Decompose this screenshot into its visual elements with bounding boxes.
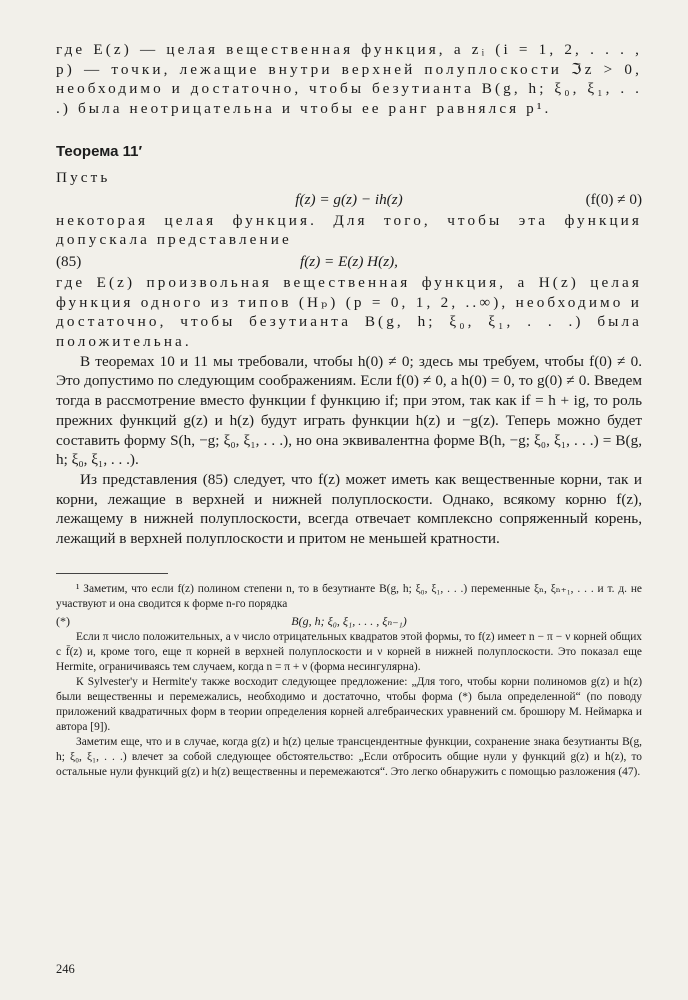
footnote-hermite: Если π число положительных, а ν число отрицательных квадратов этой формы, то f(z) имеет n − π − ν корней общих с f̄(z) и, кроме того, еще π корней в верхней полуплоскости и ν корней в нижней полуплоскости. Это показал еще Hermite, ограничиваясь тем случаем, когда n = π + ν (форма несингулярна). (56, 630, 642, 673)
after-equation-f: некоторая целая функция. Для того, чтобы эта функция допускала представление (56, 211, 642, 249)
equation-85 (56, 250, 642, 273)
paragraph-theorems: В теоремах 10 и 11 мы требовали, чтобы h(0) ≠ 0; здесь мы требуем, чтобы f(0) ≠ 0. Это допустимо по следующим соображениям. Если f(0) ≠ 0, а h(0) = 0, то g(0) ≠ 0. Введем тогда в рассмотрение вместо функции f функцию if; при этом, так как if = h + ig, то роль прежних функций g(z) и h(z) будут играть функции h(z) и −g(z). Теперь можно будет составить форму S(h, −g; ξ₀, ξ₁, . . .), но она эквивалентна форме B(h, −g; ξ₀, ξ₁, . . .) = B(g, h; ξ₀, ξ₁, . . .). (56, 352, 642, 469)
equation-f-condition: (f(0) ≠ 0) (585, 190, 642, 208)
footnote-equation-label: (*) (56, 613, 70, 628)
pust-word: Пусть (56, 168, 111, 186)
equation-85-label: (85) (56, 252, 82, 270)
footnote-1: ¹ Заметим, что если f(z) полином степени n, то в безутианте B(g, h; ξ₀, ξ₁, . . .) переменные ξₙ, ξₙ₊₁, . . . и т. д. не участвуют и она сводится к форме n-го порядка (56, 582, 642, 610)
after-equation-85: где E(z) произвольная вещественная функция, а H(z) целая функция одного из типов (Hₚ) (p = 0, 1, 2, ..∞), необходимо и достаточно, чтобы безутианта B(g, h; ξ₀, ξ₁, . . .) была положительна. (56, 273, 642, 351)
equation-85-formula: f(z) = E(z) H(z), (300, 252, 398, 270)
paragraph-roots: Из представления (85) следует, что f(z) может иметь как вещественные корни, так и корни, лежащие в верхней и нижней полуплоскости. Однако, всякому корню f(z), лежащему в нижней полуплоскости, всегда отвечает комплексно сопряженный корень, лежащий в верхней полуплоскости и притом не меньшей кратности. (56, 470, 642, 548)
intro-paragraph: где E(z) — целая вещественная функция, а zᵢ (i = 1, 2, . . . , p) — точки, лежащие внутри верхней полуплоскости ℑz > 0, необходимо и достаточно, чтобы безутианта B(g, h; ξ₀, ξ₁, . . .) была неотрицательна и чтобы ее ранг равнялся p¹. (56, 41, 642, 118)
footnote-equation-formula: B(g, h; ξ₀, ξ₁, . . . , ξₙ₋₁) (291, 613, 407, 628)
theorem-heading: Теорема 11′ (56, 142, 143, 160)
footnote-divider (56, 573, 168, 574)
footnote-sylvester: К Sylvester'y и Hermite'y также восходит следующее предложение: „Для того, чтобы корни полиномов g(z) и h(z) были вещественны и перемежались, необходимо и достаточно, чтобы форма (*) была определенной“ (по поводу приложений квадратичных форм в теории определения корней алгебраических уравнений см. брошюру М. Неймарка и автора [9]). (56, 675, 642, 733)
footnote-equation (56, 612, 642, 630)
equation-f-formula: f(z) = g(z) − ih(z) (295, 190, 403, 208)
footnote-transcendental: Заметим еще, что и в случае, когда g(z) и h(z) целые трансцендентные функции, сохранение знака безутианты B(g, h; ξ₀, ξ₁, . . .) влечет за собой следующее обстоятельство: „Если отбросить общие нули у функций g(z) и h(z), то остальные нули функций g(z) и h(z) вещественны и перемежаются“. Это легко обнаружить с помощью разложения (47). (56, 735, 642, 778)
equation-f (56, 188, 642, 211)
page-number: 246 (56, 962, 75, 976)
